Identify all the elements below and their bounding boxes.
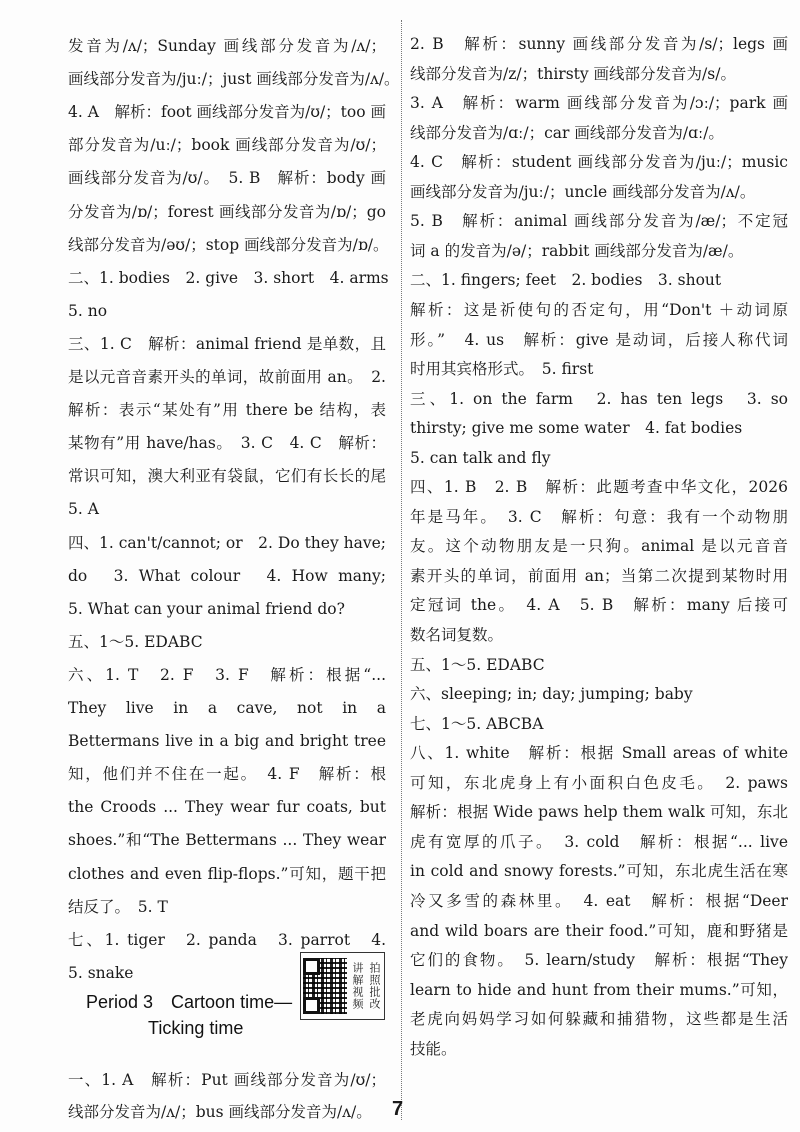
answer-line: learn to hide and hunt from their mums.”可知，	[410, 980, 788, 999]
answer-line: 冷又多雪的森林里。 4. eat 解析：根据“Deer	[410, 891, 788, 910]
answer-line: 七、1～5. ABCBA	[410, 714, 544, 733]
page-number: 7	[392, 1098, 404, 1120]
answer-line: 5. A	[68, 500, 99, 519]
answer-line: 画线部分发音为/ʊ/。 5. B 解析：body 画	[68, 169, 386, 188]
answer-line: shoes.”和“The Bettermans ... They wear	[68, 831, 386, 850]
answer-line: 老虎向妈妈学习如何躲藏和捕猎物，这些都是生活	[410, 1010, 788, 1029]
answer-line: 七、1. tiger 2. panda 3. parrot 4.	[68, 930, 386, 949]
answer-line: 5. no	[68, 301, 108, 320]
answer-line: 解析：表示“某处有”用 there be 结构，表	[68, 401, 386, 420]
answer-line: 线部分发音为/ɑː/；car 画线部分发音为/ɑː/。	[410, 123, 724, 142]
answer-line: 一、1. A 解析：Put 画线部分发音为/ʊ/；	[68, 1071, 386, 1089]
answer-line: 四、1. B 2. B 解析：此题考查中华文化，2026	[410, 478, 788, 497]
answer-line: 五、1～5. EDABC	[68, 632, 203, 651]
answer-line: 5. What can your animal friend do?	[68, 599, 345, 618]
answer-line: 画线部分发音为/juː/；uncle 画线部分发音为/ʌ/。	[410, 182, 756, 201]
answer-line: 线部分发音为/əʊ/；stop 画线部分发音为/ɒ/。	[68, 235, 389, 254]
section-title-line2: Ticking time	[148, 1018, 244, 1038]
answer-line: 是以元音音素开头的单词，故前面用 an。 2.	[68, 368, 386, 386]
answer-line: 部分发音为/uː/；book 画线部分发音为/ʊ/；	[68, 136, 386, 155]
answer-line: 技能。	[410, 1039, 457, 1058]
answer-line: 5. snake	[68, 963, 134, 982]
answer-line: 4. C 解析：student 画线部分发音为/juː/；music	[410, 153, 788, 172]
qr-label-video: 讲解视频	[351, 962, 364, 1010]
answer-line: They live in a cave, not in a	[68, 699, 386, 717]
answer-line: 可知，东北虎身上有小面积白色皮毛。 2. paws	[410, 773, 788, 792]
answer-line: and wild boars are their food.”可知，鹿和野猪是	[410, 921, 788, 940]
answer-line: 它们的食物。 5. learn/study 解析：根据“They	[410, 951, 788, 970]
answer-line: 3. A 解析：warm 画线部分发音为/ɔː/；park 画	[410, 94, 788, 113]
answer-line: 六、1. T 2. F 3. F 解析：根据“...	[68, 665, 386, 684]
answer-line: 解析：这是祈使句的否定句，用“Don't ＋动词原	[410, 300, 788, 319]
answer-line: 结反了。 5. T	[68, 897, 168, 916]
answer-line: 数名词复数。	[410, 626, 504, 644]
answer-line: 六、sleeping; in; day; jumping; baby	[410, 685, 693, 704]
answer-line: 词 a 的发音为/ə/；rabbit 画线部分发音为/æ/。	[410, 241, 744, 260]
column-divider	[401, 20, 402, 1120]
answer-line: the Croods ... They wear fur coats, but	[68, 798, 386, 817]
answer-line: 分发音为/ɒ/；forest 画线部分发音为/ɒ/；go	[68, 202, 386, 221]
answer-line: 虎有宽厚的爪子。 3. cold 解析：根据“... live	[410, 832, 788, 851]
answer-line: 某物有”用 have/has。 3. C 4. C 解析：	[68, 434, 386, 453]
answer-line: 五、1～5. EDABC	[410, 655, 545, 674]
answer-line: 5. can talk and fly	[410, 448, 551, 467]
answer-line: 线部分发音为/z/；thirsty 画线部分发音为/s/。	[410, 64, 736, 83]
answer-line: Bettermans live in a big and bright tree	[68, 732, 386, 751]
answer-line: 三、1. C 解析：animal friend 是单数，且	[68, 334, 386, 353]
answer-line: 5. B 解析：animal 画线部分发音为/æ/；不定冠	[410, 212, 788, 231]
answer-line: 二、1. bodies 2. give 3. short 4. arms	[68, 268, 389, 287]
answer-line: 画线部分发音为/juː/；just 画线部分发音为/ʌ/。	[68, 70, 400, 89]
answer-line: 年是马年。 3. C 解析：句意：我有一个动物朋	[410, 507, 788, 526]
answer-line: thirsty; give me some water 4. fat bodies	[410, 419, 743, 438]
answer-line: clothes and even flip-flops.”可知，题干把	[68, 864, 386, 883]
answer-line: 八、1. white 解析：根据 Small areas of white	[410, 744, 788, 763]
answer-line: 四、1. can't/cannot; or 2. Do they have;	[68, 533, 386, 552]
answer-line: 定冠词 the。 4. A 5. B 解析：many 后接可	[410, 596, 788, 615]
answer-line: 二、1. fingers; feet 2. bodies 3. shout	[410, 271, 722, 290]
answer-line: do 3. What colour 4. How many;	[68, 566, 386, 585]
answer-line: 常识可知，澳大利亚有袋鼠，它们有长长的尾	[68, 467, 386, 486]
answer-line: 形。” 4. us 解析：give 是动词，后接人称代词	[410, 330, 788, 349]
answer-line: 4. A 解析：foot 画线部分发音为/ʊ/；too 画	[68, 103, 386, 122]
answer-line: 线部分发音为/ʌ/；bus 画线部分发音为/ʌ/。	[68, 1103, 372, 1121]
section-title-line1: Period 3 Cartoon time—	[86, 992, 293, 1012]
answer-line: 素开头的单词，前面用 an；当第二次提到某物时用	[410, 566, 788, 585]
answer-line: 知，他们并不住在一起。 4. F 解析：根	[68, 765, 386, 784]
answer-line: 2. B 解析：sunny 画线部分发音为/s/；legs 画	[410, 35, 788, 53]
answer-line: 时用其宾格形式。 5. first	[410, 360, 594, 379]
answer-line: 友。这个动物朋友是一只狗。animal 是以元音音	[410, 537, 788, 556]
answer-line: in cold and snowy forests.”可知，东北虎生活在寒	[410, 862, 788, 881]
answer-line: 发音为/ʌ/；Sunday 画线部分发音为/ʌ/；	[68, 37, 386, 55]
answer-line: 解析：根据 Wide paws help them walk 可知，东北	[410, 803, 788, 822]
answer-line: 三、1. on the farm 2. has ten legs 3. so	[410, 389, 788, 408]
qr-label-grading: 拍照批改	[368, 962, 381, 1010]
